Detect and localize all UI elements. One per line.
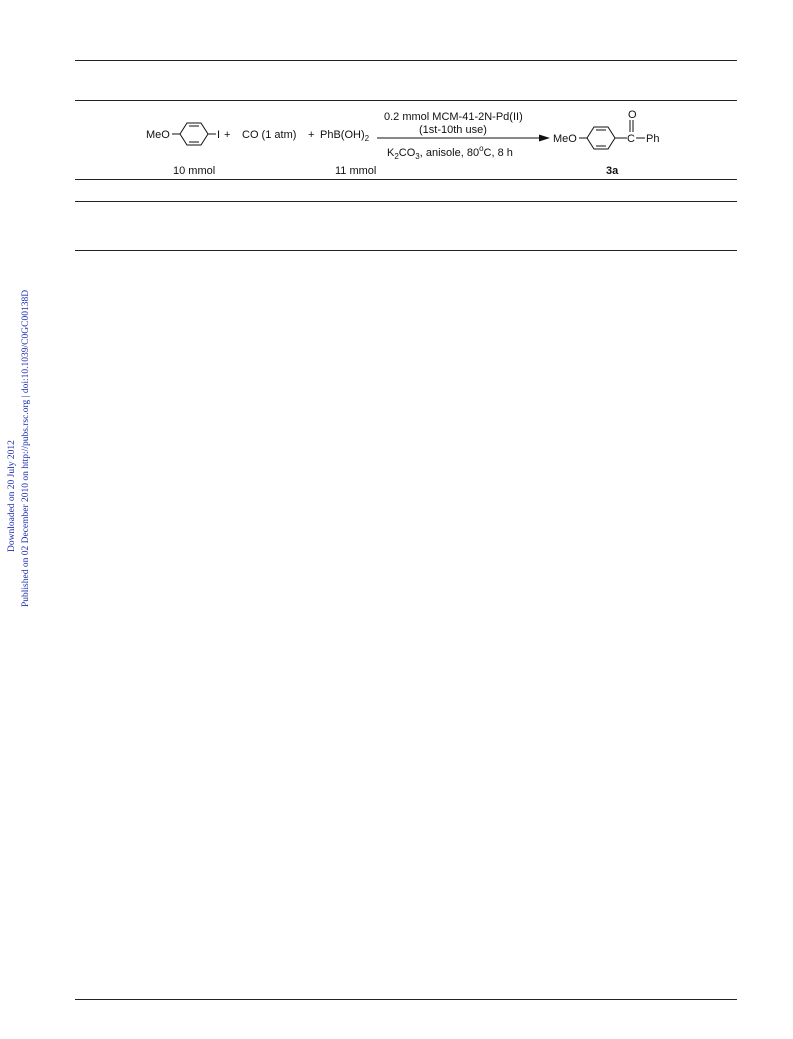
download-note: Downloaded on 20 July 2012 xyxy=(7,440,17,552)
reaction-scheme xyxy=(140,103,680,177)
scheme-bottom-rule xyxy=(75,179,737,180)
product-phenyl-label: Ph xyxy=(646,133,660,145)
publication-note: Published on 02 December 2010 on http://pubs.rsc.org | doi:10.1039/C0GC00138D xyxy=(21,289,31,607)
product-carbonyl-oxygen: O xyxy=(628,109,637,121)
conditions-reuse: (1st-10th use) xyxy=(419,124,487,136)
reagent-boronic-amount: 11 mmol xyxy=(335,165,377,177)
reactant1-benzene-ring xyxy=(180,123,208,145)
product-benzene-ring xyxy=(587,127,615,149)
reagent-boronic-acid: $PhB(OH)_2$ xyxy=(320,129,370,143)
plus-sign-2: + xyxy=(308,129,315,141)
plus-sign-1: + xyxy=(224,129,231,141)
table-header-rule xyxy=(75,201,737,202)
conditions-base-solvent: $K_2CO_3$, anisole, 80$^o$C, 8 h xyxy=(387,144,513,161)
product-carbonyl-carbon: C xyxy=(627,133,635,145)
reaction-arrow-head xyxy=(539,135,550,142)
product-compound-label: 3a xyxy=(606,165,619,177)
product-meo-label: MeO xyxy=(553,133,577,145)
scheme-top-rule xyxy=(75,100,737,101)
reagent-co: CO (1 atm) xyxy=(242,129,297,141)
table-rule xyxy=(75,250,737,251)
reactant1-meo-label: MeO xyxy=(146,129,170,141)
reactant1-amount: 10 mmol xyxy=(173,165,216,177)
reactant1-iodine-label: I xyxy=(217,129,221,141)
conditions-catalyst: 0.2 mmol MCM-41-2N-Pd(II) xyxy=(384,111,523,123)
top-rule xyxy=(75,60,737,61)
footer-rule xyxy=(75,999,737,1000)
